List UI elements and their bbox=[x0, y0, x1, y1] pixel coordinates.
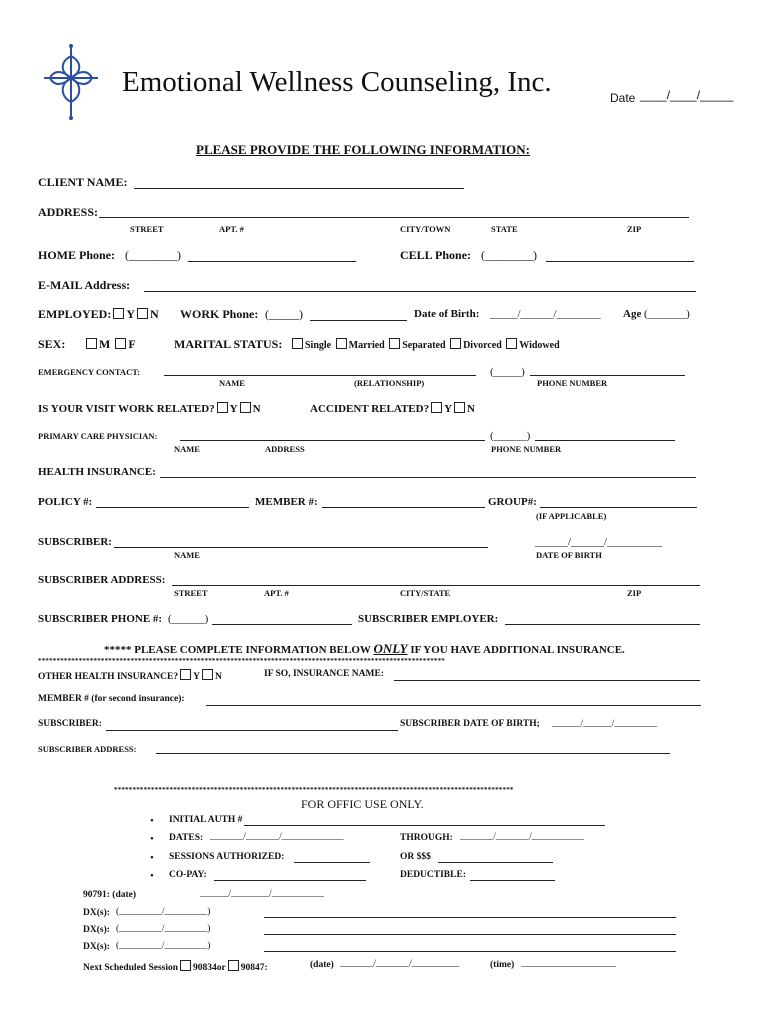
office-stars: ************************************************************************************************************ bbox=[114, 786, 514, 794]
subscriber-phone-label: SUBSCRIBER PHONE #: bbox=[38, 613, 163, 625]
subscriber-dob-sublabel: DATE OF BIRTH bbox=[536, 550, 602, 560]
emergency-phone-sublabel: PHONE NUMBER bbox=[537, 378, 608, 388]
subscriber2-dob-label: SUBSCRIBER DATE OF BIRTH; bbox=[400, 719, 540, 729]
marital-label: MARITAL STATUS: bbox=[174, 337, 283, 351]
subscriber2-field[interactable] bbox=[106, 730, 398, 731]
pcp-label: PRIMARY CARE PHYSICIAN: bbox=[38, 431, 158, 441]
dx3-codes[interactable]: (_________/_________) bbox=[116, 941, 211, 951]
dob-label: Date of Birth: bbox=[414, 308, 480, 320]
date-field[interactable]: ____/____/_____ bbox=[640, 88, 734, 102]
additional-stars: ************************************************************************************************************** bbox=[38, 657, 445, 665]
sex-f-checkbox[interactable] bbox=[115, 338, 126, 349]
code-90791-field[interactable]: ______/________/___________ bbox=[200, 889, 325, 899]
emergency-phone-field[interactable] bbox=[530, 375, 685, 376]
sub-addr-street-sublabel: STREET bbox=[174, 588, 208, 598]
dx3-field[interactable] bbox=[264, 951, 676, 952]
dates-field[interactable]: _______/_______/_____________ bbox=[210, 832, 344, 842]
address-state-sublabel: STATE bbox=[491, 224, 518, 234]
instruction-heading: PLEASE PROVIDE THE FOLLOWING INFORMATION: bbox=[196, 142, 530, 157]
pcp-phone-area[interactable]: (______) bbox=[490, 430, 531, 442]
next-time-field[interactable]: ____________________ bbox=[521, 959, 616, 969]
initial-auth-label: INITIAL AUTH # bbox=[169, 815, 243, 825]
policy-field[interactable] bbox=[96, 507, 249, 508]
dx2-codes[interactable]: (_________/_________) bbox=[116, 924, 211, 934]
dx1-field[interactable] bbox=[264, 917, 676, 918]
sex-options: M F bbox=[84, 337, 136, 352]
cross-logo bbox=[40, 42, 102, 122]
dx2-field[interactable] bbox=[264, 934, 676, 935]
work-related-row: IS YOUR VISIT WORK RELATED? Y N bbox=[38, 403, 261, 415]
email-field[interactable] bbox=[144, 291, 696, 292]
pcp-field[interactable] bbox=[180, 440, 485, 441]
code-90834-checkbox[interactable] bbox=[180, 960, 191, 971]
work-related-yes-checkbox[interactable] bbox=[217, 402, 228, 413]
subscriber2-address-field[interactable] bbox=[156, 753, 670, 754]
marital-options: Single Married Separated Divorced Widowed bbox=[290, 338, 560, 351]
age-field[interactable]: (_______) bbox=[644, 308, 690, 320]
group-label: GROUP#: bbox=[488, 496, 537, 508]
date-label: Date bbox=[610, 91, 636, 105]
sessions-field[interactable] bbox=[294, 862, 370, 863]
employed-no-checkbox[interactable] bbox=[137, 308, 148, 319]
single-checkbox[interactable] bbox=[292, 338, 303, 349]
if-applicable-note: (IF APPLICABLE) bbox=[536, 511, 607, 521]
additional-notice: ***** PLEASE COMPLETE INFORMATION BELOW ONLY IF YOU HAVE ADDITIONAL INSURANCE. bbox=[104, 641, 625, 656]
client-name-field[interactable] bbox=[134, 188, 464, 189]
subscriber-phone-area[interactable]: (______) bbox=[168, 613, 209, 625]
copay-label: CO-PAY: bbox=[169, 870, 207, 880]
pcp-phone-field[interactable] bbox=[535, 440, 675, 441]
initial-auth-field[interactable] bbox=[244, 825, 605, 826]
home-phone-field[interactable] bbox=[188, 261, 356, 262]
member-field[interactable] bbox=[322, 507, 485, 508]
subscriber-address-field[interactable] bbox=[172, 585, 700, 586]
group-field[interactable] bbox=[540, 507, 697, 508]
accident-yes-checkbox[interactable] bbox=[431, 402, 442, 413]
sex-m-checkbox[interactable] bbox=[86, 338, 97, 349]
home-phone-label: HOME Phone: bbox=[38, 248, 115, 262]
emergency-label: EMERGENCY CONTACT: bbox=[38, 367, 141, 377]
dx3-label: DX(s): bbox=[83, 942, 110, 952]
widowed-checkbox[interactable] bbox=[506, 338, 517, 349]
pcp-name-sublabel: NAME bbox=[174, 444, 200, 454]
health-insurance-label: HEALTH INSURANCE: bbox=[38, 466, 156, 478]
sub-addr-apt-sublabel: APT. # bbox=[264, 588, 289, 598]
work-phone-label: WORK Phone: bbox=[180, 307, 259, 321]
sessions-label: SESSIONS AUTHORIZED: bbox=[169, 852, 285, 862]
work-phone-area[interactable]: (_____) bbox=[265, 307, 303, 321]
subscriber-employer-label: SUBSCRIBER EMPLOYER: bbox=[358, 613, 499, 625]
subscriber-employer-field[interactable] bbox=[505, 624, 700, 625]
next-time-label: (time) bbox=[490, 960, 515, 970]
address-street-sublabel: STREET bbox=[130, 224, 164, 234]
health-insurance-field[interactable] bbox=[160, 477, 696, 478]
copay-field[interactable] bbox=[214, 880, 366, 881]
policy-label: POLICY #: bbox=[38, 496, 93, 508]
accident-related-row: ACCIDENT RELATED? Y N bbox=[310, 403, 475, 415]
address-apt-sublabel: APT. # bbox=[219, 224, 244, 234]
email-label: E-MAIL Address: bbox=[38, 278, 131, 292]
subscriber2-address-label: SUBSCRIBER ADDRESS: bbox=[38, 744, 137, 754]
if-so-label: IF SO, INSURANCE NAME: bbox=[264, 669, 384, 679]
separated-checkbox[interactable] bbox=[389, 338, 400, 349]
dx2-label: DX(s): bbox=[83, 925, 110, 935]
insurance-name-field[interactable] bbox=[394, 680, 700, 681]
deductible-label: DEDUCTIBLE: bbox=[400, 870, 466, 880]
dx1-codes[interactable]: (_________/_________) bbox=[116, 907, 211, 917]
employed-row: EMPLOYED: Y N bbox=[38, 307, 159, 321]
age-label: Age bbox=[623, 308, 642, 320]
emergency-phone-area[interactable]: (_____) bbox=[490, 366, 525, 378]
through-field[interactable]: _______/_______/___________ bbox=[460, 832, 585, 842]
married-checkbox[interactable] bbox=[336, 338, 347, 349]
code-90791-label: 90791: (date) bbox=[83, 890, 137, 900]
subscriber-label: SUBSCRIBER: bbox=[38, 536, 112, 548]
address-city-sublabel: CITY/TOWN bbox=[400, 224, 451, 234]
dates-label: DATES: bbox=[169, 833, 204, 843]
subscriber-dob-field[interactable]: ______/______/__________ bbox=[535, 536, 663, 548]
member-label: MEMBER #: bbox=[255, 496, 318, 508]
divorced-checkbox[interactable] bbox=[450, 338, 461, 349]
through-label: THROUGH: bbox=[400, 833, 453, 843]
pcp-phone-sublabel: PHONE NUMBER bbox=[491, 444, 562, 454]
address-zip-sublabel: ZIP bbox=[627, 224, 642, 234]
emergency-name-sublabel: NAME bbox=[219, 378, 245, 388]
cell-phone-label: CELL Phone: bbox=[400, 248, 472, 262]
sex-label: SEX: bbox=[38, 337, 66, 351]
pcp-address-sublabel: ADDRESS bbox=[265, 444, 305, 454]
dollars-field[interactable] bbox=[438, 862, 553, 863]
org-name: Emotional Wellness Counseling, Inc. bbox=[122, 66, 552, 98]
other-insurance-row: OTHER HEALTH INSURANCE? Y N bbox=[38, 669, 222, 682]
client-name-label: CLIENT NAME: bbox=[38, 175, 128, 189]
emergency-field[interactable] bbox=[164, 375, 476, 376]
dx1-label: DX(s): bbox=[83, 908, 110, 918]
or-dollars-label: OR $$$ bbox=[400, 852, 431, 862]
emergency-relationship-sublabel: (RELATIONSHIP) bbox=[354, 378, 425, 388]
subscriber-name-sublabel: NAME bbox=[174, 550, 200, 560]
work-related-no-checkbox[interactable] bbox=[240, 402, 251, 413]
cell-phone-field[interactable] bbox=[546, 261, 694, 262]
home-phone-area[interactable]: (________) bbox=[125, 248, 181, 262]
subscriber-address-label: SUBSCRIBER ADDRESS: bbox=[38, 574, 166, 586]
sub-addr-zip-sublabel: ZIP bbox=[627, 588, 642, 598]
cell-phone-area[interactable]: (________) bbox=[481, 248, 537, 262]
subscriber2-dob-field[interactable]: ______/______/_________ bbox=[552, 719, 658, 729]
member2-field[interactable] bbox=[206, 705, 701, 706]
member2-label: MEMBER # (for second insurance): bbox=[38, 694, 185, 704]
code-90847-checkbox[interactable] bbox=[228, 960, 239, 971]
subscriber-field[interactable] bbox=[114, 547, 488, 548]
employed-label: EMPLOYED: bbox=[38, 307, 112, 321]
address-field[interactable] bbox=[99, 217, 689, 218]
accident-no-checkbox[interactable] bbox=[454, 402, 465, 413]
deductible-field[interactable] bbox=[470, 880, 555, 881]
work-phone-field[interactable] bbox=[310, 320, 407, 321]
subscriber2-label: SUBSCRIBER: bbox=[38, 719, 102, 729]
next-date-label: (date) bbox=[310, 960, 334, 970]
other-insurance-yes-checkbox[interactable] bbox=[180, 669, 191, 680]
office-title: FOR OFFIC USE ONLY. bbox=[301, 797, 424, 811]
employed-yes-checkbox[interactable] bbox=[113, 308, 124, 319]
next-session-row: Next Scheduled Session 90834or 90847: bbox=[83, 960, 268, 973]
other-insurance-no-checkbox[interactable] bbox=[202, 669, 213, 680]
sub-addr-city-sublabel: CITY/STATE bbox=[400, 588, 451, 598]
next-date-field[interactable]: _______/_______/__________ bbox=[340, 959, 460, 969]
address-label: ADDRESS: bbox=[38, 205, 99, 219]
subscriber-phone-field[interactable] bbox=[212, 624, 352, 625]
dob-field[interactable]: _____/______/________ bbox=[490, 308, 601, 320]
